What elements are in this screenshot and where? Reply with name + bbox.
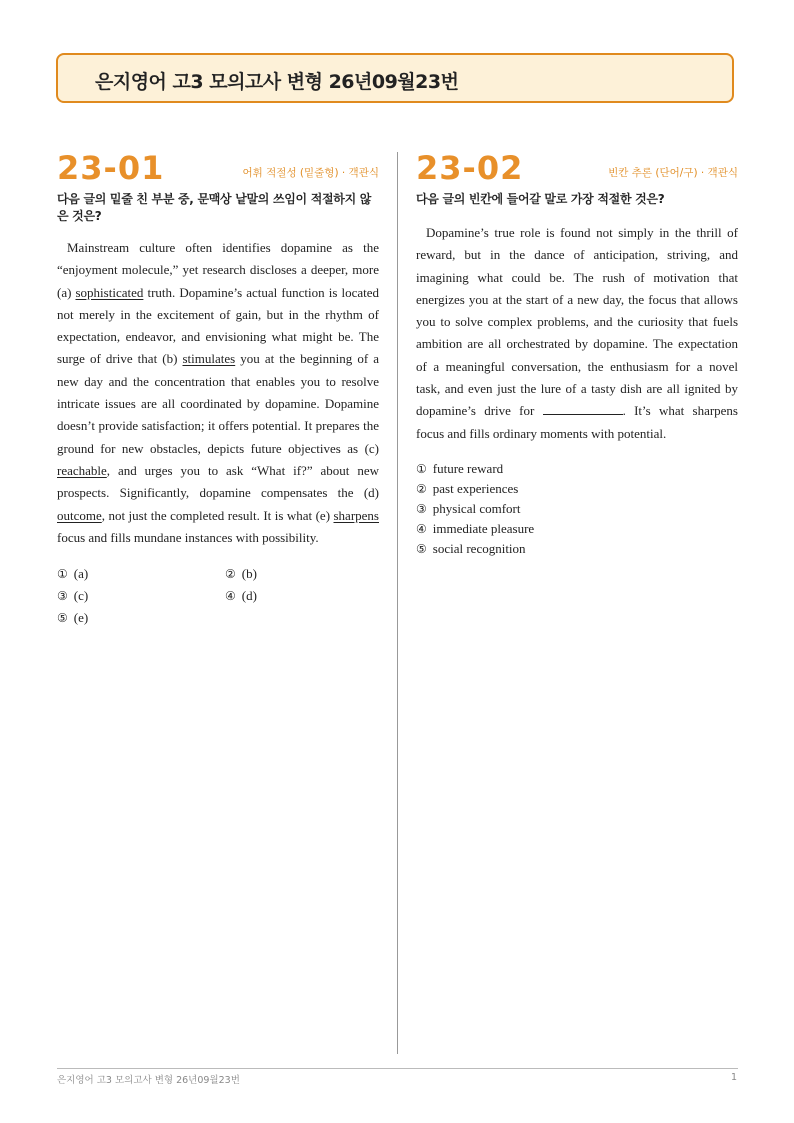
choice-5[interactable] bbox=[57, 607, 225, 629]
underlined-word-d: outcome bbox=[57, 507, 102, 523]
passage-text: , and urges you to ask “What if?” about new prospects. Significantly, dopamine compensates the (d) bbox=[57, 462, 379, 501]
choice-3[interactable] bbox=[57, 585, 225, 607]
choice-5[interactable] bbox=[416, 539, 738, 559]
underlined-word-e: sharpens bbox=[333, 507, 379, 523]
choice-3[interactable] bbox=[416, 499, 738, 519]
choice-number: ③ bbox=[416, 501, 427, 516]
passage-text: Dopamine’s true role is found not simply in the thrill of reward, but in the dance of anticipation, striving, and imagining what could be. The rush of motivation that energizes you at the start of a new day, the focus that allows you to solve complex problems, and the curiosity that fuels ambition are all orchestrated by dopamine. The expectation of a meaningful conversation, the enthusiasm for a novel task, and even just the lure of a tasty dish are all ignited by dopamine’s drive for bbox=[416, 225, 738, 419]
choice-text: (b) bbox=[241, 566, 257, 582]
underlined-word-b: stimulates bbox=[182, 351, 236, 367]
choice-number: ③ bbox=[57, 589, 68, 604]
question-instruction: 다음 글의 빈칸에 들어갈 말로 가장 적절한 것은? bbox=[416, 192, 665, 206]
question-type-tag: 어휘 적절성 (밑줄형) · 객관식 bbox=[242, 167, 379, 179]
choice-text: physical comfort bbox=[432, 500, 521, 516]
underlined-word-c: reachable bbox=[57, 462, 107, 478]
passage-text: truth. Dopamine’s actual function is located not merely in the excitement of gain, but in the rhythm of expectation, endeavor, and envisioning what might be. The surge of drive that (b) bbox=[57, 284, 379, 367]
choice-text: (a) bbox=[73, 566, 89, 582]
answer-choices bbox=[416, 459, 738, 559]
choice-text: (c) bbox=[73, 588, 89, 604]
passage bbox=[416, 222, 738, 445]
choice-number: ④ bbox=[416, 521, 427, 536]
passage-text: . It’s what sharpens focus and fills ordinary moments with potential. bbox=[416, 403, 738, 441]
question-number: 23-02 bbox=[416, 149, 524, 187]
page-number: 1 bbox=[730, 1072, 737, 1083]
choice-number: ① bbox=[416, 461, 427, 476]
choice-number: ④ bbox=[225, 589, 236, 604]
choice-text: immediate pleasure bbox=[432, 520, 535, 536]
question-23-01 bbox=[57, 150, 379, 629]
choice-text: past experiences bbox=[432, 480, 519, 496]
choice-1[interactable] bbox=[416, 459, 738, 479]
answer-choices bbox=[57, 563, 379, 629]
choice-2[interactable] bbox=[225, 563, 385, 585]
underlined-word-a: sophisticated bbox=[75, 284, 144, 300]
choice-4[interactable] bbox=[416, 519, 738, 539]
answer-blank bbox=[543, 404, 623, 415]
choice-number: ② bbox=[416, 481, 427, 496]
choice-4[interactable] bbox=[225, 585, 385, 607]
page-title: 은지영어 고3 모의고사 변형 26년09월23번 bbox=[95, 71, 459, 93]
choice-number: ② bbox=[225, 567, 236, 582]
choice-text: (e) bbox=[73, 610, 89, 626]
question-23-02 bbox=[416, 150, 738, 559]
footer-title: 은지영어 고3 모의고사 변형 26년09월23번 bbox=[57, 1075, 240, 1086]
column-divider bbox=[397, 152, 398, 1054]
choice-text: future reward bbox=[432, 460, 504, 476]
choice-1[interactable] bbox=[57, 563, 225, 585]
question-number: 23-01 bbox=[57, 149, 165, 187]
question-type-tag: 빈칸 추론 (단어/구) · 객관식 bbox=[608, 167, 738, 179]
passage-text: you at the beginning of a new day and the concentration that enables you to resolve intricate issues are all coordinated by dopamine. Dopamine doesn’t provide satisfaction; it offers potential. It prepares the ground for new obstacles, depicts future objectives as (c) bbox=[57, 351, 379, 456]
choice-2[interactable] bbox=[416, 479, 738, 499]
header-box bbox=[56, 53, 734, 103]
choice-number: ⑤ bbox=[416, 541, 427, 556]
passage-text: , not just the completed result. It is what (e) bbox=[101, 507, 334, 523]
passage-text: Mainstream culture often identifies dopamine as the “enjoyment molecule,” yet research discloses a deeper, more (a) bbox=[57, 240, 379, 300]
choice-number: ⑤ bbox=[57, 611, 68, 626]
question-instruction: 다음 글의 밑줄 친 부분 중, 문맥상 낱말의 쓰임이 적절하지 않은 것은? bbox=[57, 192, 372, 223]
question-header bbox=[57, 150, 379, 186]
choice-text: (d) bbox=[241, 588, 257, 604]
footer-divider bbox=[57, 1068, 738, 1069]
passage-text: focus and fills mundane instances with possibility. bbox=[57, 529, 319, 545]
choice-text: social recognition bbox=[432, 540, 526, 556]
passage bbox=[57, 237, 379, 549]
choice-number: ① bbox=[57, 567, 68, 582]
question-header bbox=[416, 150, 738, 186]
